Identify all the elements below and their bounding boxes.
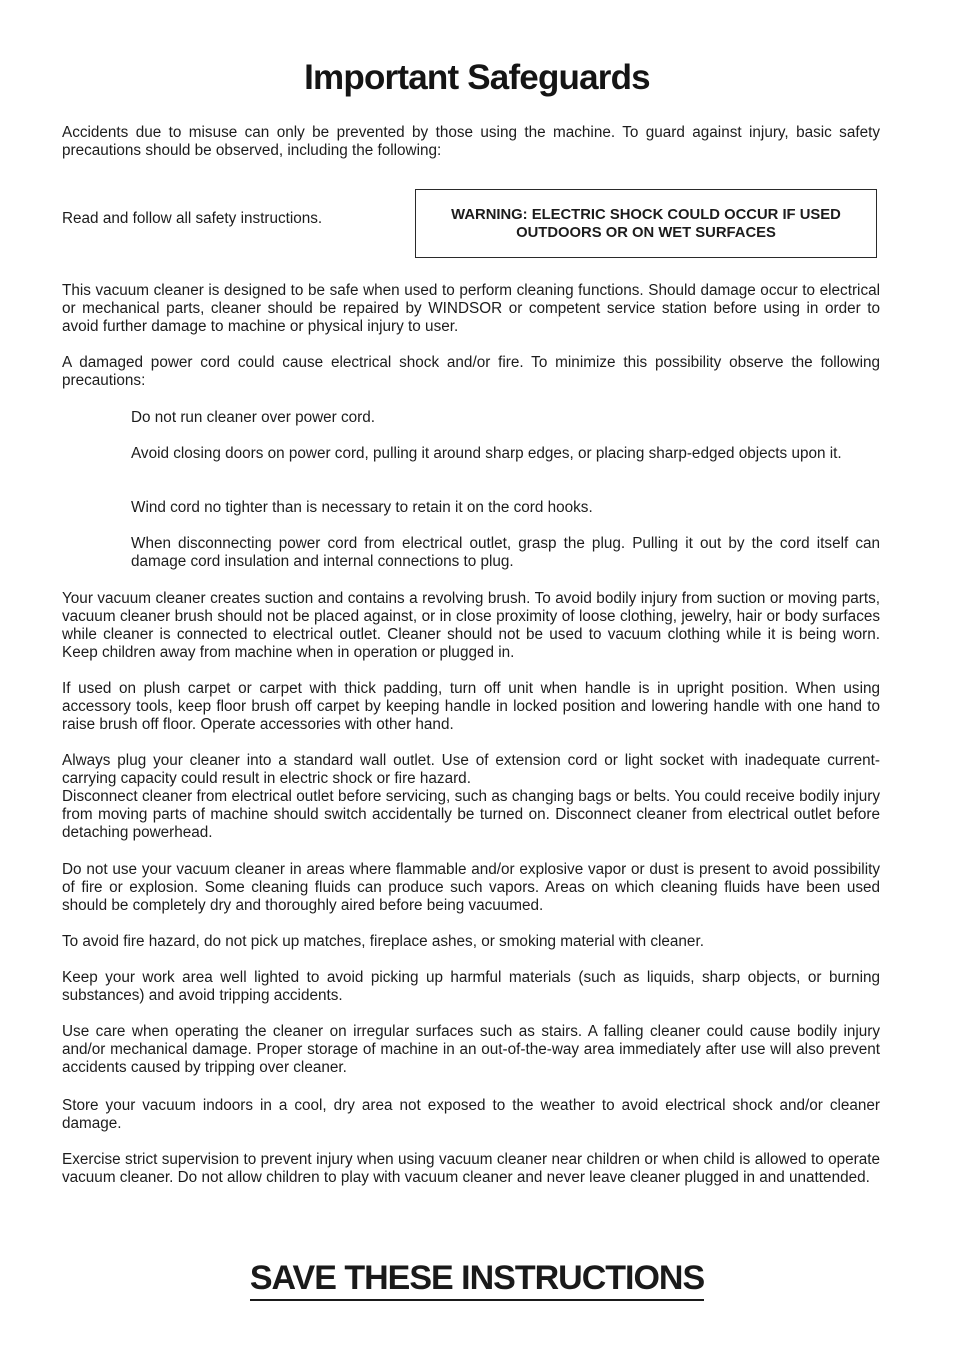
storage-paragraph: Store your vacuum indoors in a cool, dry area not exposed to the weather to avoid electrical shock and/or cleaner damage. <box>62 1097 880 1132</box>
save-instructions-footer <box>0 1258 954 1301</box>
fire-hazard-paragraph: To avoid fire hazard, do not pick up matches, fireplace ashes, or smoking material with cleaner. <box>62 933 704 950</box>
carpet-paragraph: If used on plush carpet or carpet with thick padding, turn off unit when handle is in upright position. When using accessory tools, keep floor brush off carpet by keeping handle in locked position and lowering handle with one hand to raise brush off floor. Operate accessories with other hand. <box>62 680 880 733</box>
cord-precaution-2: Avoid closing doors on power cord, pulling it around sharp edges, or placing sharp-edged objects upon it. <box>131 445 842 462</box>
suction-paragraph: Your vacuum cleaner creates suction and contains a revolving brush. To avoid bodily injury from suction or moving parts, vacuum cleaner brush should not be placed against, or in close proximity of loose clothing, jewelry, hair or body surfaces while cleaner is connected to electrical outlet. Cleaner should not be used to vacuum clothing while it is being worn. Keep children away from machine when in operation or plugged in. <box>62 590 880 661</box>
save-instructions-text: SAVE THESE INSTRUCTIONS <box>250 1258 704 1301</box>
design-paragraph: This vacuum cleaner is designed to be safe when used to perform cleaning functions. Should damage occur to electrical or mechanical parts, cleaner should be repaired by WINDSOR or competent service station before using in order to avoid further damage to machine or physical injury to user. <box>62 282 880 335</box>
children-paragraph: Exercise strict supervision to prevent injury when using vacuum cleaner near children or when child is allowed to operate vacuum cleaner. Do not allow children to play with vacuum cleaner and never leave cleaner plugged in and unattended. <box>62 1151 880 1186</box>
warning-text: WARNING: ELECTRIC SHOCK COULD OCCUR IF USED OUTDOORS OR ON WET SURFACES <box>451 206 841 241</box>
cord-precaution-4: When disconnecting power cord from electrical outlet, grasp the plug. Pulling it out by the cord itself can damage cord insulation and internal connections to plug. <box>131 535 880 570</box>
lighting-paragraph: Keep your work area well lighted to avoid picking up harmful materials (such as liquids, sharp objects, or burning substances) and avoid tripping accidents. <box>62 969 880 1004</box>
disconnect-paragraph: Disconnect cleaner from electrical outlet before servicing, such as changing bags or belts. You could receive bodily injury from moving parts of machine should switch accidentally be turned on. Disconnect cleaner from electrical outlet before detaching powerhead. <box>62 788 880 841</box>
outlet-paragraph: Always plug your cleaner into a standard wall outlet. Use of extension cord or light socket with inadequate current-carrying capacity could result in electric shock or fire hazard. <box>62 752 880 787</box>
warning-box <box>415 189 877 258</box>
cord-precaution-1: Do not run cleaner over power cord. <box>131 409 376 426</box>
intro-paragraph: Accidents due to misuse can only be prevented by those using the machine. To guard against injury, basic safety precautions should be observed, including the following: <box>62 124 880 159</box>
cord-precaution-3: Wind cord no tighter than is necessary to retain it on the cord hooks. <box>131 499 593 516</box>
flammable-paragraph: Do not use your vacuum cleaner in areas where flammable and/or explosive vapor or dust is present to avoid possibility of fire or explosion. Some cleaning fluids can produce such vapors. Areas on which cleaning fluids have been used should be completely dry and thoroughly aired before being vacuumed. <box>62 861 880 914</box>
cord-intro-paragraph: A damaged power cord could cause electrical shock and/or fire. To minimize this possibility observe the following precautions: <box>62 354 880 389</box>
read-follow-text: Read and follow all safety instructions. <box>62 210 323 227</box>
page-title: Important Safeguards <box>304 58 650 97</box>
stairs-paragraph: Use care when operating the cleaner on irregular surfaces such as stairs. A falling cleaner could cause bodily injury and/or mechanical damage. Proper storage of machine in an out-of-the-way area immediately after use will also prevent accidents caused by tripping over cleaner. <box>62 1023 880 1076</box>
